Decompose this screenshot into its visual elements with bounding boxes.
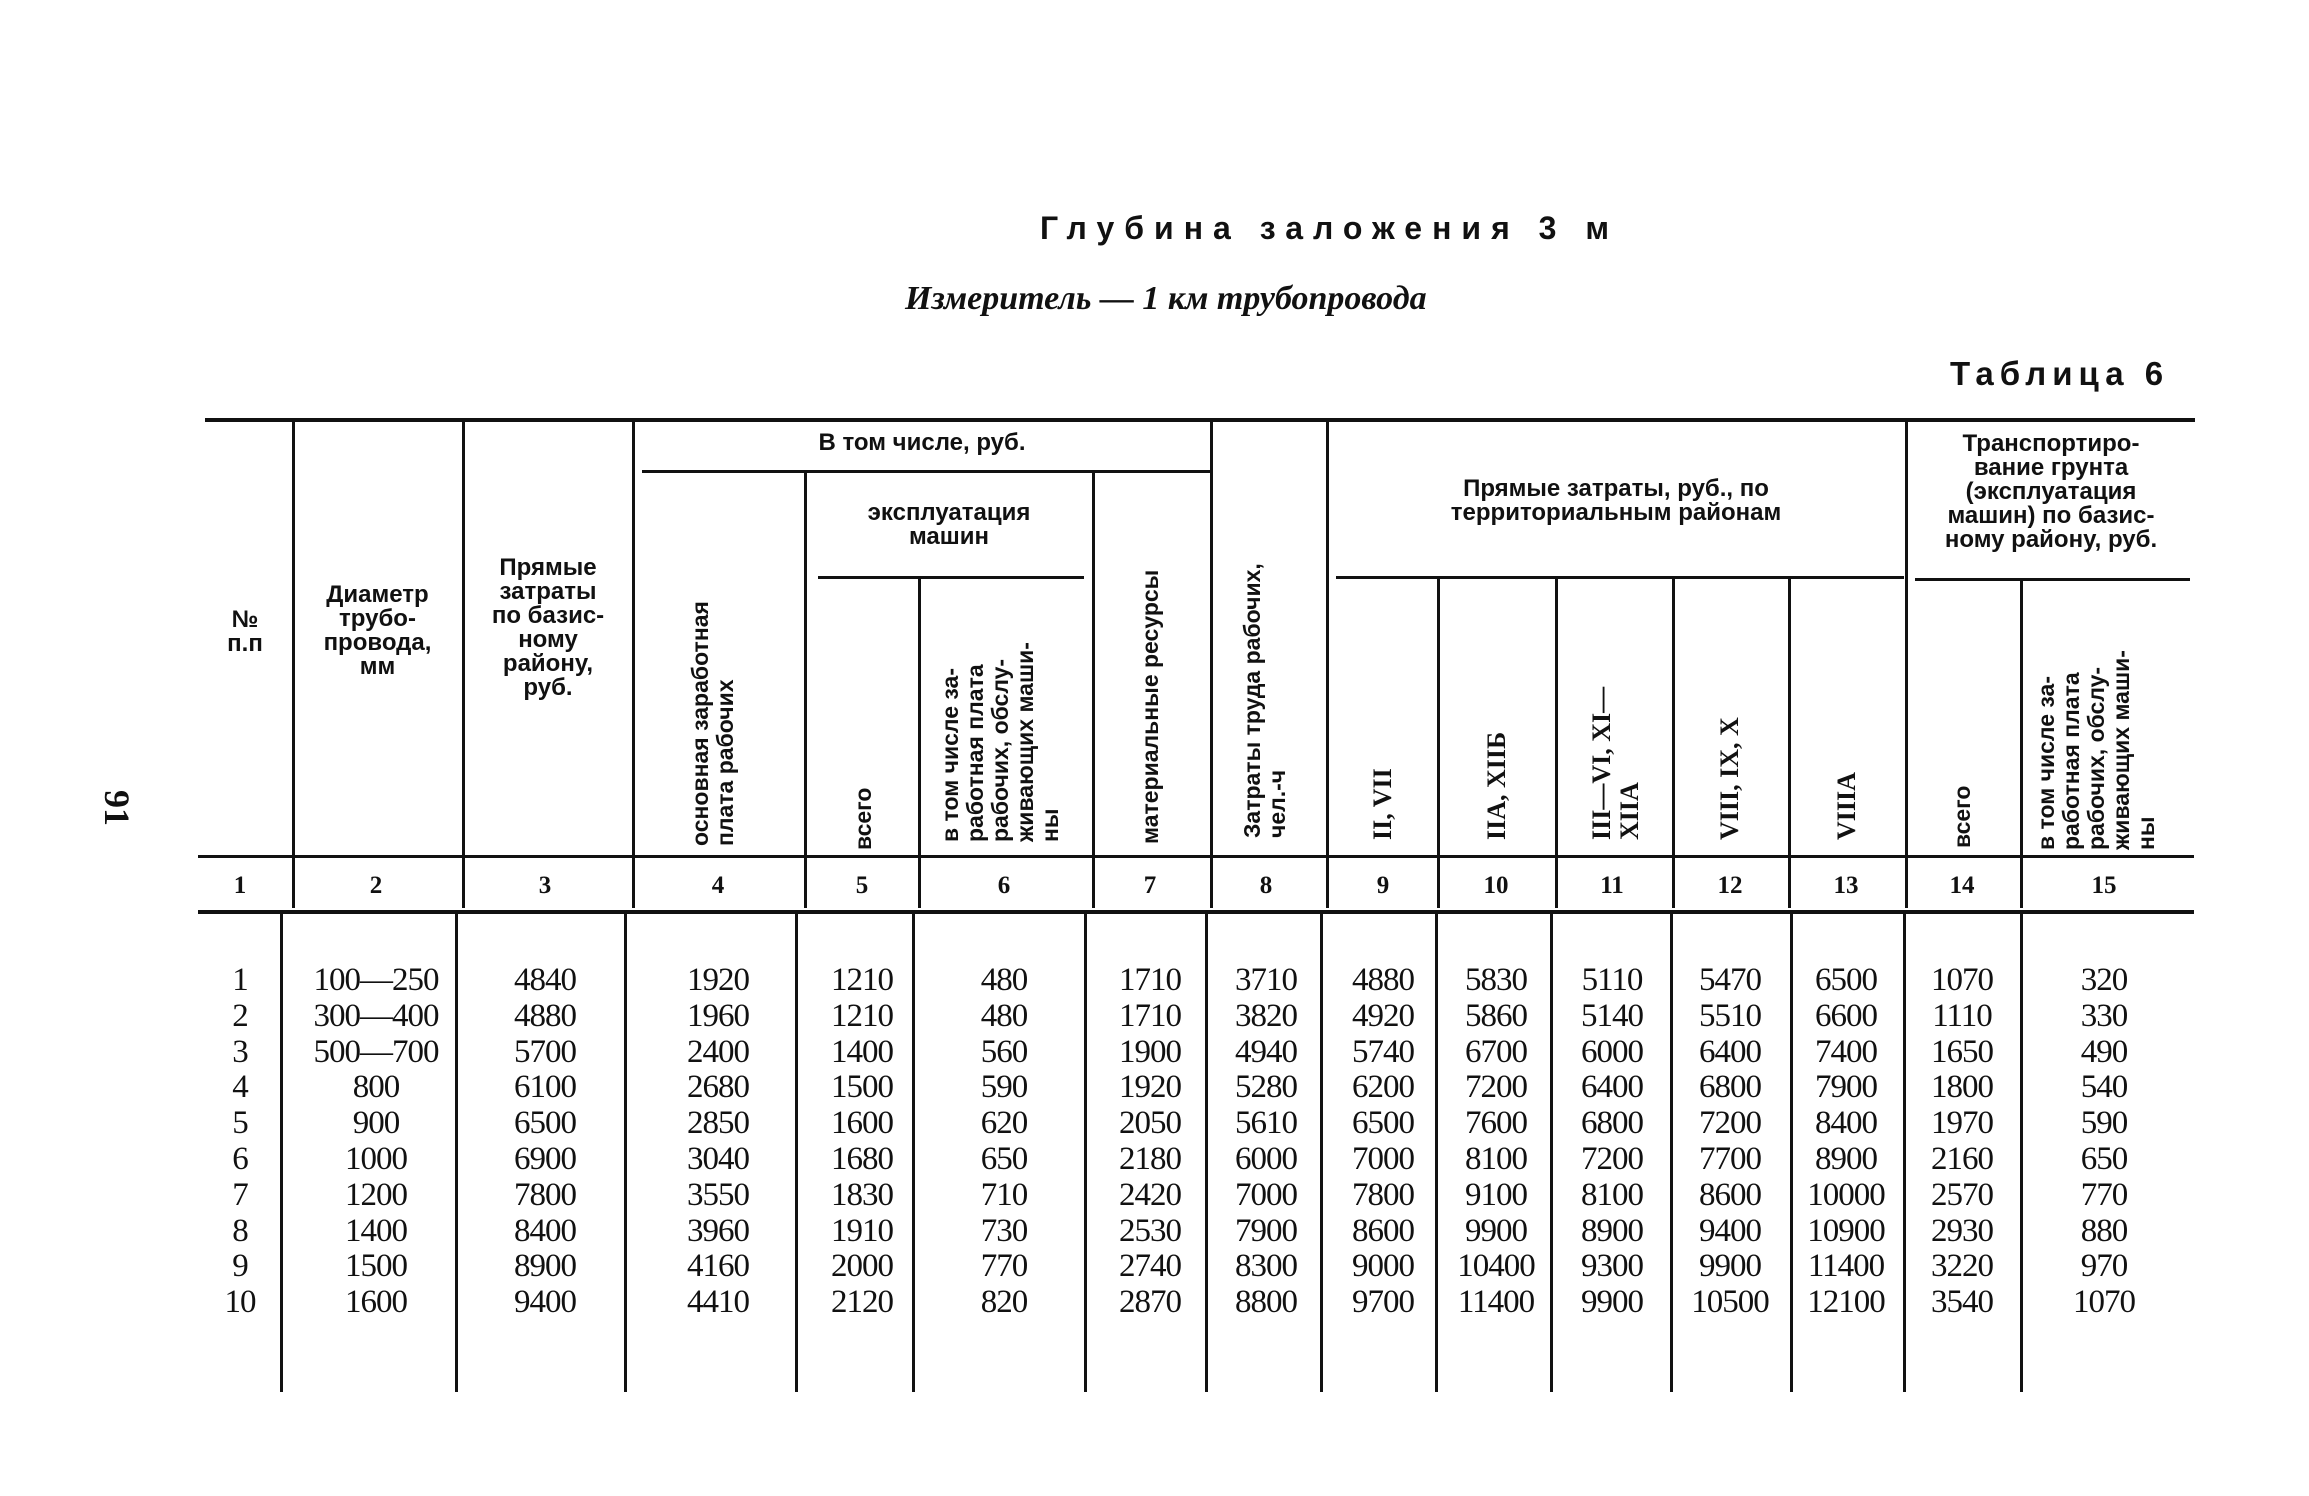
table-cell: 2930: [1931, 1212, 1993, 1249]
header-col10: IIА, XIIБ: [1482, 731, 1511, 840]
table-cell: 4940: [1235, 1033, 1297, 1070]
table-cell: 1920: [1119, 1069, 1181, 1106]
table-cell: 6700: [1465, 1033, 1527, 1070]
table-cell: 4880: [1352, 962, 1414, 998]
table-cell: 8300: [1235, 1248, 1297, 1285]
header-col15: в том числе за- работная плата рабочих, обслу- живающих маши- ны: [2033, 650, 2159, 850]
table-cell: 7600: [1465, 1105, 1527, 1142]
table-cell: 8: [232, 1212, 248, 1249]
table-cell: 590: [2080, 1105, 2128, 1142]
table-cell: 8100: [1465, 1141, 1527, 1177]
table-cell: 7400: [1815, 1033, 1877, 1070]
group-machines-rule: [818, 576, 1084, 579]
table-cell: 820: [980, 1284, 1028, 1321]
table-cell: 540: [2080, 1069, 2128, 1106]
table-cell: 1000: [345, 1141, 407, 1177]
table-cell: 6000: [1235, 1141, 1297, 1177]
table-cell: 300—400: [313, 997, 439, 1034]
table-cell: 6900: [514, 1141, 576, 1177]
header-divider: [1672, 578, 1675, 908]
colnum-bottom-rule: [198, 910, 2194, 914]
group-incl-rule: [642, 470, 1212, 473]
header-col11: III—VI, XI— XIIА: [1587, 686, 1644, 840]
table-cell: 3540: [1931, 1284, 1993, 1321]
header-divider: [804, 472, 807, 908]
header-col6: в том числе за- работная плата рабочих, обслу- живающих маши- ны: [937, 642, 1063, 842]
header-group-transport: Транспортиро- вание грунта (эксплуатация машин) по базис- ному району, руб.: [1944, 430, 2158, 553]
header-divider: [1092, 472, 1095, 908]
table-cell: 6800: [1581, 1105, 1643, 1142]
table-cell: 1500: [831, 1069, 893, 1106]
header-col8: Затраты труда рабочих, чел.-ч: [1239, 563, 1290, 838]
table-cell: 1070: [2073, 1284, 2135, 1321]
table-cell: 1070: [1931, 962, 1993, 998]
table-cell: 5610: [1235, 1105, 1297, 1142]
table-cell: 10900: [1807, 1212, 1885, 1249]
table-cell: 11400: [1807, 1248, 1885, 1285]
table-cell: 710: [980, 1176, 1028, 1213]
column-number: 10: [1483, 872, 1509, 899]
table-cell: 7900: [1235, 1212, 1297, 1249]
table-cell: 9900: [1465, 1212, 1527, 1249]
table-cell: 11400: [1457, 1284, 1535, 1321]
table-cell: 6600: [1815, 997, 1877, 1034]
table-cell: 1970: [1931, 1105, 1993, 1142]
table-cell: 4: [232, 1069, 248, 1106]
table-cell: 480: [980, 997, 1028, 1034]
table-cell: 1600: [831, 1105, 893, 1142]
table-cell: 5830: [1465, 962, 1527, 998]
header-col14: всего: [1949, 785, 1975, 848]
table-cell: 1500: [345, 1248, 407, 1285]
table-cell: 8600: [1699, 1176, 1761, 1213]
table-cell: 2530: [1119, 1212, 1181, 1249]
table-cell: 6400: [1699, 1033, 1761, 1070]
column-number: 2: [369, 872, 383, 899]
page-title: Глубина заложения 3 м: [1040, 210, 1619, 246]
column-number: 8: [1259, 872, 1273, 899]
table-cell: 1910: [831, 1212, 893, 1249]
table-cell: 560: [980, 1033, 1028, 1070]
table-cell: 2400: [687, 1033, 749, 1070]
table-cell: 7200: [1465, 1069, 1527, 1106]
header-group-machines: эксплуатация машин: [867, 499, 1031, 550]
table-cell: 1400: [831, 1033, 893, 1070]
table-cell: 5140: [1581, 997, 1643, 1034]
header-divider: [462, 422, 465, 908]
table-cell: 480: [980, 962, 1028, 998]
body-divider: [2020, 914, 2023, 1392]
table-cell: 770: [980, 1248, 1028, 1285]
table-cell: 4410: [687, 1284, 749, 1321]
header-divider: [2020, 580, 2023, 908]
table-cell: 10500: [1691, 1284, 1769, 1321]
table-cell: 6100: [514, 1069, 576, 1106]
column-number: 6: [997, 872, 1011, 899]
table-cell: 1710: [1119, 962, 1181, 998]
table-cell: 6400: [1581, 1069, 1643, 1106]
table-cell: 1920: [687, 962, 749, 998]
header-divider: [918, 578, 921, 908]
table-cell: 3220: [1931, 1248, 1993, 1285]
table-cell: 6000: [1581, 1033, 1643, 1070]
table-cell: 9100: [1465, 1176, 1527, 1213]
table-cell: 650: [2080, 1141, 2128, 1177]
table-top-rule: [205, 418, 2195, 422]
table-cell: 5860: [1465, 997, 1527, 1034]
table-cell: 2050: [1119, 1105, 1181, 1142]
table-cell: 8600: [1352, 1212, 1414, 1249]
table-cell: 3820: [1235, 997, 1297, 1034]
header-group-incl: В том числе, руб.: [818, 429, 1026, 456]
table-cell: 4920: [1352, 997, 1414, 1034]
table-cell: 900: [352, 1105, 400, 1142]
table-cell: 2160: [1931, 1141, 1993, 1177]
table-cell: 7200: [1581, 1141, 1643, 1177]
table-cell: 9900: [1581, 1284, 1643, 1321]
column-number: 15: [2091, 872, 2117, 899]
column-number: 4: [711, 872, 725, 899]
table-cell: 4880: [514, 997, 576, 1034]
table-cell: 3960: [687, 1212, 749, 1249]
table-cell: 2180: [1119, 1141, 1181, 1177]
body-divider: [455, 914, 458, 1392]
header-col3: Прямые затраты по базис- ному району, руб.: [491, 554, 605, 701]
table-cell: 1900: [1119, 1033, 1181, 1070]
table-cell: 5740: [1352, 1033, 1414, 1070]
column-number: 12: [1717, 872, 1743, 899]
table-cell: 330: [2080, 997, 2128, 1034]
table-cell: 970: [2080, 1248, 2128, 1285]
table-cell: 5280: [1235, 1069, 1297, 1106]
header-divider: [1555, 578, 1558, 908]
body-divider: [1084, 914, 1087, 1392]
table-cell: 770: [2080, 1176, 2128, 1213]
table-cell: 500—700: [313, 1033, 439, 1070]
table-cell: 1830: [831, 1176, 893, 1213]
header-bottom-rule: [198, 855, 2194, 858]
table-label: Таблица 6: [1950, 355, 2170, 392]
table-cell: 3040: [687, 1141, 749, 1177]
table-cell: 1960: [687, 997, 749, 1034]
header-divider: [1210, 422, 1213, 908]
table-cell: 6800: [1699, 1069, 1761, 1106]
table-cell: 9: [232, 1248, 248, 1285]
table-cell: 4160: [687, 1248, 749, 1285]
header-col7: материальные ресурсы: [1137, 569, 1163, 844]
table-cell: 2420: [1119, 1176, 1181, 1213]
column-number: 14: [1949, 872, 1975, 899]
table-cell: 8900: [514, 1248, 576, 1285]
table-cell: 1400: [345, 1212, 407, 1249]
table-cell: 3550: [687, 1176, 749, 1213]
table-cell: 6500: [1352, 1105, 1414, 1142]
table-cell: 7700: [1699, 1141, 1761, 1177]
table-cell: 6500: [514, 1105, 576, 1142]
table-cell: 7000: [1352, 1141, 1414, 1177]
table-cell: 490: [2080, 1033, 2128, 1070]
table-cell: 5110: [1581, 962, 1643, 998]
table-cell: 100—250: [313, 962, 439, 998]
table-cell: 2570: [1931, 1176, 1993, 1213]
table-cell: 5510: [1699, 997, 1761, 1034]
table-cell: 1600: [345, 1284, 407, 1321]
table-cell: 1: [232, 962, 248, 998]
table-cell: 2740: [1119, 1248, 1181, 1285]
table-cell: 7000: [1235, 1176, 1297, 1213]
table-cell: 8900: [1815, 1141, 1877, 1177]
header-divider: [1326, 422, 1329, 908]
header-col4: основная заработная плата рабочих: [687, 601, 738, 846]
body-divider: [1205, 914, 1208, 1392]
table-cell: 9000: [1352, 1248, 1414, 1285]
header-col5: всего: [850, 787, 876, 850]
table-cell: 10: [224, 1284, 256, 1321]
table-cell: 320: [2080, 962, 2128, 998]
table-cell: 10000: [1807, 1176, 1885, 1213]
table-cell: 8800: [1235, 1284, 1297, 1321]
table-cell: 2870: [1119, 1284, 1181, 1321]
header-col9: II, VII: [1368, 768, 1397, 840]
table-cell: 7: [232, 1176, 248, 1213]
page-subtitle: Измеритель — 1 км трубопровода: [905, 280, 1427, 317]
table-cell: 1680: [831, 1141, 893, 1177]
table-cell: 880: [2080, 1212, 2128, 1249]
table-cell: 2850: [687, 1105, 749, 1142]
table-cell: 1210: [831, 962, 893, 998]
table-cell: 7200: [1699, 1105, 1761, 1142]
table-cell: 620: [980, 1105, 1028, 1142]
column-number: 3: [538, 872, 552, 899]
table-cell: 7800: [514, 1176, 576, 1213]
table-cell: 8400: [1815, 1105, 1877, 1142]
table-cell: 9700: [1352, 1284, 1414, 1321]
column-number: 11: [1600, 872, 1624, 899]
group-transport-rule: [1915, 578, 2190, 581]
header-divider: [632, 422, 635, 908]
table-cell: 6: [232, 1141, 248, 1177]
header-col2: Диаметр трубо- провода, мм: [323, 581, 432, 680]
table-cell: 1200: [345, 1176, 407, 1213]
header-divider: [1437, 578, 1440, 908]
table-cell: 12100: [1807, 1284, 1885, 1321]
table-cell: 1710: [1119, 997, 1181, 1034]
table-cell: 6200: [1352, 1069, 1414, 1106]
table-cell: 1110: [1932, 997, 1992, 1034]
table-cell: 7900: [1815, 1069, 1877, 1106]
header-group-regions: Прямые затраты, руб., по территориальным районам: [1450, 475, 1782, 526]
column-number: 5: [855, 872, 869, 899]
table-cell: 9300: [1581, 1248, 1643, 1285]
table-cell: 2680: [687, 1069, 749, 1106]
column-number: 13: [1833, 872, 1859, 899]
header-col1: № п.п: [227, 606, 263, 657]
table-cell: 3: [232, 1033, 248, 1070]
table-cell: 1650: [1931, 1033, 1993, 1070]
table-cell: 5700: [514, 1033, 576, 1070]
table-cell: 8900: [1581, 1212, 1643, 1249]
table-cell: 2000: [831, 1248, 893, 1285]
table-cell: 9400: [1699, 1212, 1761, 1249]
table-cell: 1800: [1931, 1069, 1993, 1106]
body-divider: [280, 914, 283, 1392]
group-regions-rule: [1336, 576, 1904, 579]
table-cell: 7800: [1352, 1176, 1414, 1213]
table-cell: 730: [980, 1212, 1028, 1249]
table-cell: 8100: [1581, 1176, 1643, 1213]
table-cell: 10400: [1457, 1248, 1535, 1285]
column-number: 7: [1143, 872, 1157, 899]
table-cell: 1210: [831, 997, 893, 1034]
column-number: 1: [233, 872, 247, 899]
table-cell: 3710: [1235, 962, 1297, 998]
table-cell: 590: [980, 1069, 1028, 1106]
table-cell: 2120: [831, 1284, 893, 1321]
table-cell: 4840: [514, 962, 576, 998]
table-cell: 800: [352, 1069, 400, 1106]
table-cell: 9900: [1699, 1248, 1761, 1285]
header-col12: VIII, IX, X: [1715, 717, 1744, 840]
table-cell: 6500: [1815, 962, 1877, 998]
header-col13: VIIIА: [1832, 772, 1861, 840]
page-number: 91: [97, 790, 137, 826]
table-cell: 5: [232, 1105, 248, 1142]
header-divider: [1788, 578, 1791, 908]
table-cell: 2: [232, 997, 248, 1034]
body-divider: [624, 914, 627, 1392]
table-cell: 9400: [514, 1284, 576, 1321]
column-number: 9: [1376, 872, 1390, 899]
table-cell: 5470: [1699, 962, 1761, 998]
table-cell: 650: [980, 1141, 1028, 1177]
table-cell: 8400: [514, 1212, 576, 1249]
